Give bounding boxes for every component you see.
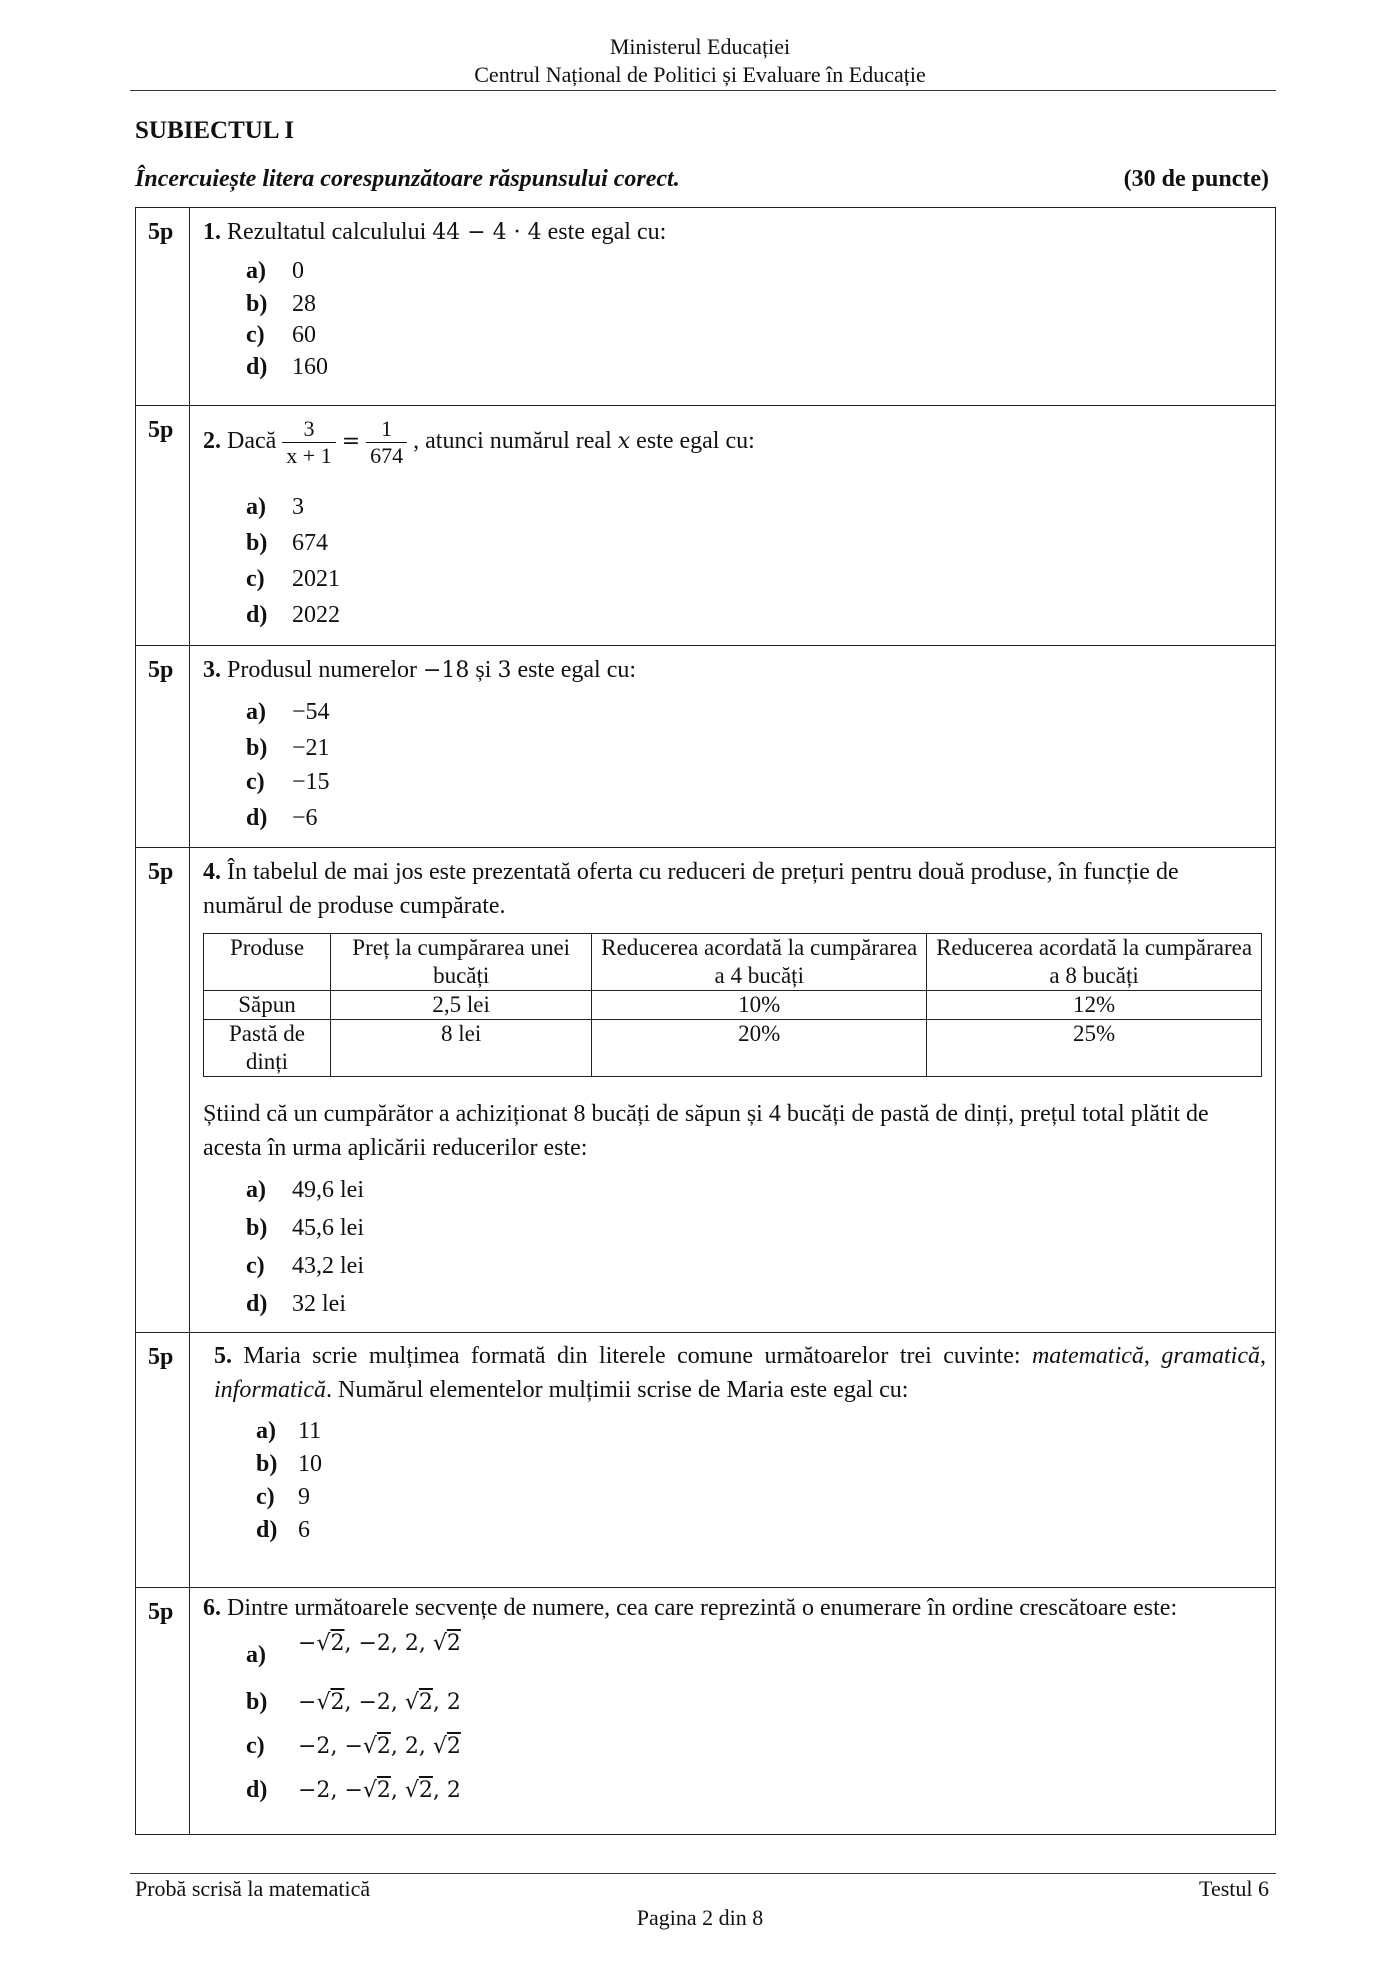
option-c[interactable] [246, 1733, 461, 1760]
word: gramatică [1161, 1343, 1261, 1369]
option-value: 32 lei [292, 1291, 346, 1317]
row-divider [135, 405, 1276, 406]
option-d[interactable] [246, 805, 318, 832]
option-c[interactable] [246, 769, 330, 796]
table-cell: Săpun [204, 991, 331, 1020]
question-number: 3. [203, 657, 221, 683]
option-value: 2022 [292, 602, 340, 628]
option-value: −21 [292, 735, 330, 761]
question-number: 6. [203, 1595, 221, 1621]
header-rule [130, 90, 1276, 91]
option-value: 3 [292, 494, 304, 520]
option-letter: b) [246, 530, 268, 556]
footer-rule [130, 1873, 1276, 1874]
option-letter: a) [246, 1642, 266, 1668]
table-header-row [204, 934, 1262, 991]
page-number: Pagina 2 din 8 [636, 1905, 764, 1930]
question-text: În tabelul de mai jos este prezentată oferta cu reduceri de prețuri pentru două produse, în funcție de numărul de produse cumpărate. [203, 859, 1179, 919]
option-a[interactable] [246, 494, 304, 521]
math-number: −18 [422, 658, 470, 683]
option-value: −54 [292, 699, 330, 725]
table-header-cell: Reducerea acordată la cumpărarea a 4 bucăți [592, 934, 927, 991]
option-value: 2021 [292, 566, 340, 592]
table-row [204, 1020, 1262, 1077]
option-letter: a) [246, 494, 266, 520]
question-number: 5. [214, 1343, 232, 1369]
option-letter: a) [256, 1418, 276, 1444]
header-center: Centrul Național de Politici și Evaluare în Educație [474, 62, 926, 87]
number-sequence: −√2, −2, 2, √2 [298, 1631, 461, 1656]
question-5-text: 5. Maria scrie mulțimea formată din literele comune următoarelor trei cuvinte: matematică, gramatică, informatică. Numărul elementelor mulțimii scrise de Maria este egal cu: [214, 1343, 1267, 1403]
option-letter: b) [246, 1689, 268, 1715]
question-text: este egal cu: [547, 219, 667, 245]
table-cell: Pastă de dinți [204, 1020, 331, 1077]
option-c[interactable] [256, 1484, 310, 1511]
option-letter: d) [246, 805, 268, 831]
option-a[interactable] [246, 699, 330, 726]
table-cell: 8 lei [331, 1020, 592, 1077]
question-text: este egal cu: [636, 428, 755, 455]
table-header-cell: Produse [204, 934, 331, 991]
points-column-divider [189, 207, 190, 1835]
option-value: 10 [298, 1451, 322, 1477]
option-letter: c) [246, 1253, 265, 1279]
question-text: . Numărul elementelor mulțimii scrise de Maria este egal cu: [326, 1377, 909, 1403]
option-letter: d) [256, 1517, 278, 1543]
option-value: 43,2 lei [292, 1253, 364, 1279]
equals-sign: = [341, 429, 361, 455]
option-letter: c) [246, 566, 265, 592]
question-points: 5p [148, 1599, 174, 1625]
section-title: SUBIECTUL I [135, 117, 295, 144]
question-4-text-continued: Știind că un cumpărător a achiziționat 8 bucăți de săpun și 4 bucăți de pastă de dinți, prețul total plătit de acesta în urma aplicării reducerilor este: [203, 1101, 1209, 1161]
question-points: 5p [148, 1344, 174, 1370]
option-b[interactable] [246, 1689, 461, 1716]
option-a[interactable] [246, 258, 304, 285]
option-d[interactable] [246, 1777, 461, 1804]
option-value: 6 [298, 1517, 310, 1543]
option-a[interactable] [246, 1177, 364, 1204]
table-cell: 2,5 lei [331, 991, 592, 1020]
option-letter: c) [246, 322, 265, 348]
option-b[interactable] [246, 530, 328, 557]
question-number: 4. [203, 859, 221, 885]
header-ministry: Ministerul Educației [609, 34, 791, 59]
option-c[interactable] [246, 566, 340, 593]
question-text: Dacă [227, 428, 277, 455]
table-header-cell: Reducerea acordată la cumpărarea a 8 bucăți [927, 934, 1262, 991]
section-points: (30 de puncte) [1123, 166, 1269, 192]
option-value: 0 [292, 258, 304, 284]
math-expression: 44 − 4 · 4 [432, 220, 542, 245]
option-letter: b) [246, 735, 268, 761]
table-row [204, 991, 1262, 1020]
question-text: Maria scrie mulțimea formată din literele comune următoarelor trei cuvinte: [243, 1343, 1021, 1369]
footer-right: Testul 6 [1199, 1876, 1269, 1901]
number-sequence: −2, −√2, √2, 2 [298, 1778, 461, 1803]
option-a[interactable] [246, 1631, 461, 1669]
option-value: −15 [292, 769, 330, 795]
word: informatică [214, 1377, 326, 1403]
math-variable: x [617, 429, 631, 455]
option-letter: a) [246, 258, 266, 284]
option-letter: a) [246, 1177, 266, 1203]
option-letter: b) [256, 1451, 278, 1477]
math-number: 3 [497, 658, 512, 683]
question-text: Rezultatul calculului [227, 219, 427, 245]
option-value: −6 [292, 805, 318, 831]
option-a[interactable] [256, 1418, 321, 1445]
table-cell: 12% [927, 991, 1262, 1020]
option-letter: b) [246, 291, 268, 317]
discount-table [203, 933, 1262, 1077]
option-b[interactable] [246, 1215, 364, 1242]
question-6-text [203, 1591, 1177, 1625]
question-2-text [203, 416, 755, 469]
option-b[interactable] [246, 735, 330, 762]
row-divider [135, 1587, 1276, 1588]
option-value: 160 [292, 354, 328, 380]
option-d[interactable] [256, 1517, 310, 1544]
row-divider [135, 847, 1276, 848]
number-sequence: −√2, −2, √2, 2 [298, 1690, 461, 1715]
question-text: este egal cu: [517, 657, 637, 683]
fraction: $\frac{3}{x + 1}$ [282, 416, 335, 469]
question-number: 1. [203, 219, 221, 245]
option-c[interactable] [246, 322, 316, 349]
option-value: 45,6 lei [292, 1215, 364, 1241]
option-value: 28 [292, 291, 316, 317]
option-letter: d) [246, 1291, 268, 1317]
footer-left: Probă scrisă la matematică [135, 1876, 371, 1901]
section-instruction: Încercuiește litera corespunzătoare răspunsului corect. [135, 166, 680, 192]
question-text: Produsul numerelor [227, 657, 417, 683]
word: matematică [1031, 1343, 1144, 1369]
option-value: 49,6 lei [292, 1177, 364, 1203]
option-letter: d) [246, 354, 268, 380]
option-d[interactable] [246, 354, 328, 381]
table-cell: 10% [592, 991, 927, 1020]
option-letter: d) [246, 602, 268, 628]
question-points: 5p [148, 417, 174, 443]
number-sequence: −2, −√2, 2, √2 [298, 1734, 461, 1759]
option-value: 11 [298, 1418, 322, 1444]
table-header-cell: Preț la cumpărarea unei bucăți [331, 934, 592, 991]
question-3-text [203, 653, 636, 688]
question-number: 2. [203, 428, 221, 455]
option-value: 60 [292, 322, 316, 348]
question-points: 5p [148, 219, 174, 245]
option-d[interactable] [246, 602, 340, 629]
option-value: 674 [292, 530, 328, 556]
option-letter: d) [246, 1777, 268, 1803]
option-d[interactable] [246, 1291, 346, 1318]
row-divider [135, 1332, 1276, 1333]
table-cell: 25% [927, 1020, 1262, 1077]
fraction: $\frac{1}{674}$ [366, 416, 407, 469]
option-letter: b) [246, 1215, 268, 1241]
question-text: Dintre următoarele secvențe de numere, cea care reprezintă o enumerare în ordine crescătoare este: [227, 1595, 1178, 1621]
question-4-text [203, 855, 1263, 923]
option-letter: a) [246, 699, 266, 725]
question-1-text [203, 215, 666, 250]
row-divider [135, 645, 1276, 646]
option-letter: c) [246, 769, 265, 795]
option-c[interactable] [246, 1253, 364, 1280]
option-b[interactable] [256, 1451, 322, 1478]
option-letter: c) [246, 1733, 265, 1759]
option-value: 9 [298, 1484, 310, 1510]
question-text: , atunci numărul real [413, 428, 612, 455]
table-cell: 20% [592, 1020, 927, 1077]
option-letter: c) [256, 1484, 275, 1510]
question-text: și [475, 657, 492, 683]
option-b[interactable] [246, 291, 316, 318]
question-points: 5p [148, 657, 174, 683]
question-points: 5p [148, 859, 174, 885]
